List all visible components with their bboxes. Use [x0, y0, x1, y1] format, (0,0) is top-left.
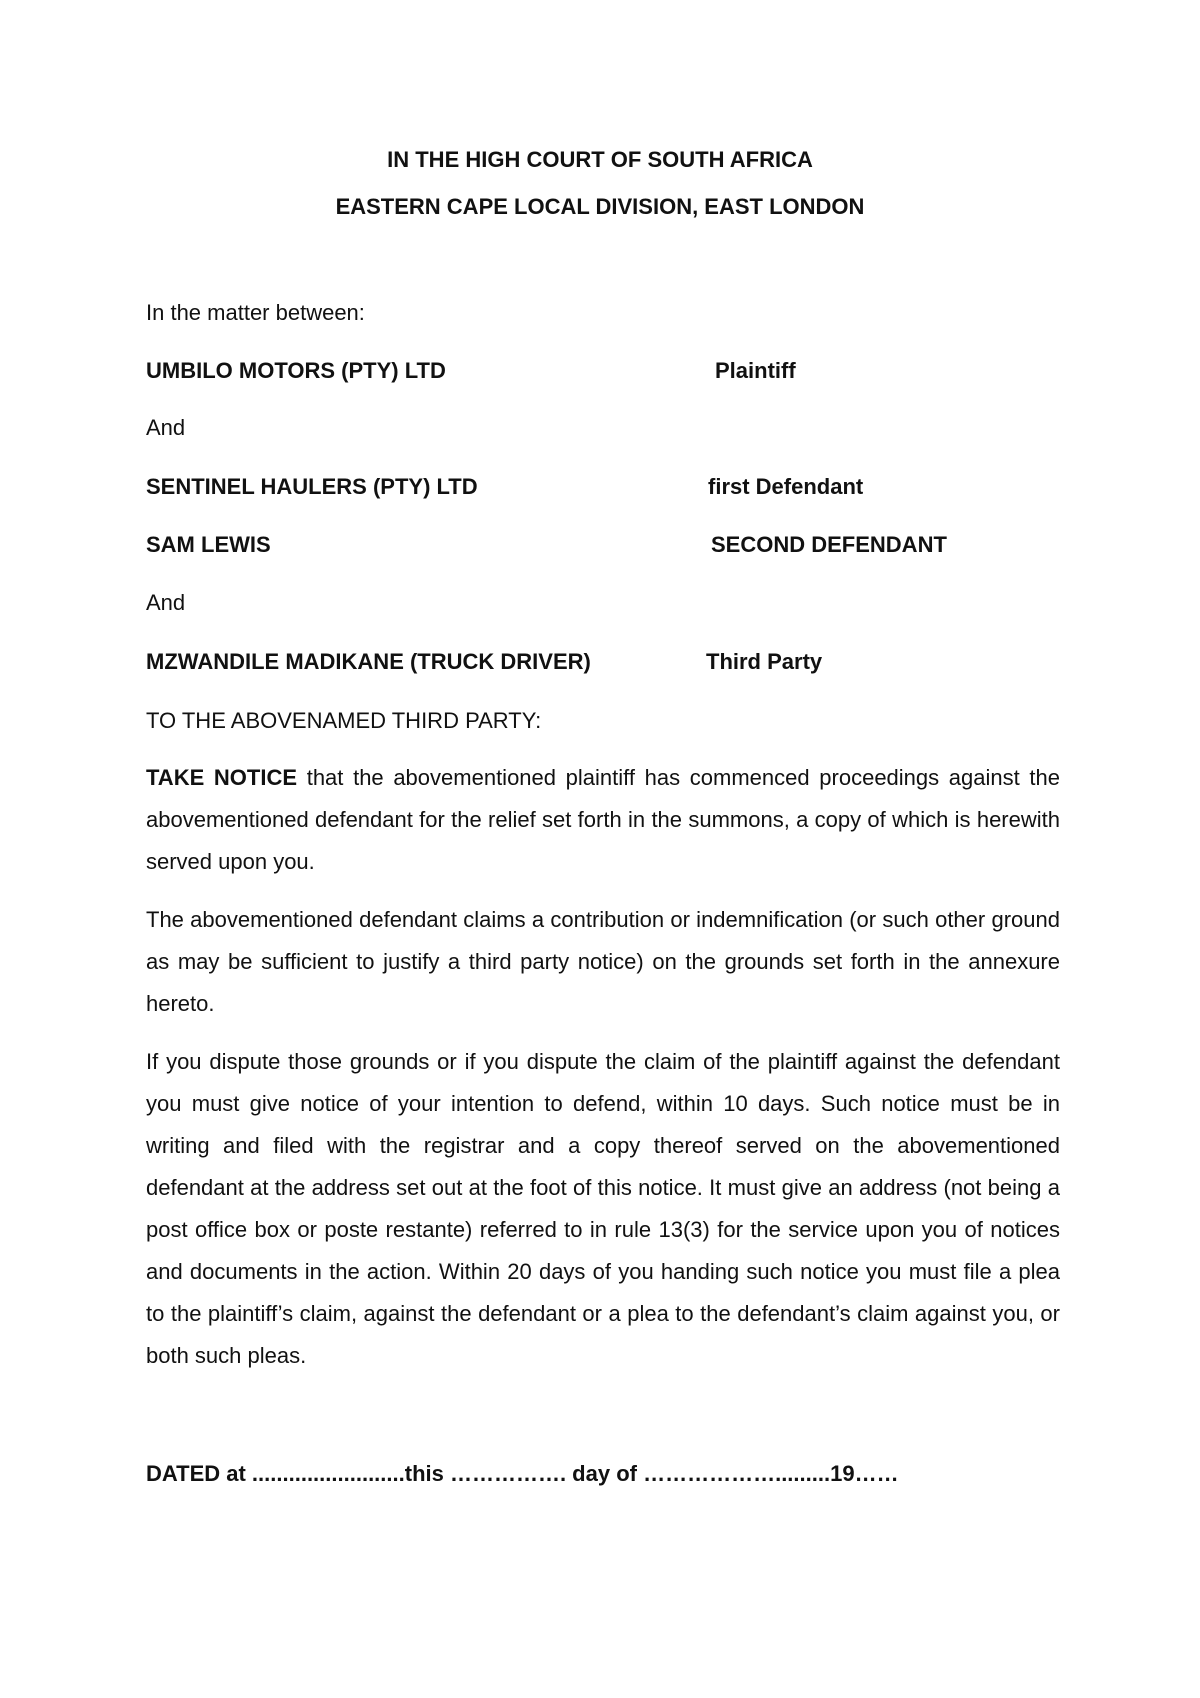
plaintiff-name: UMBILO MOTORS (PTY) LTD — [146, 358, 446, 383]
party-connector: And — [146, 415, 186, 440]
matter-intro: In the matter between: — [146, 300, 365, 325]
third-party-name: MZWANDILE MADIKANE (TRUCK DRIVER) — [146, 649, 591, 674]
dated-line: DATED at .........................this ……………. day of ……………….........19…… — [146, 1461, 899, 1486]
second-defendant-role: SECOND DEFENDANT — [711, 532, 947, 557]
addressee: TO THE ABOVENAMED THIRD PARTY: — [146, 708, 542, 733]
court-heading: IN THE HIGH COURT OF SOUTH AFRICA — [387, 147, 813, 172]
notice-paragraph-1 — [146, 757, 1060, 883]
party-connector: And — [146, 590, 186, 615]
division-heading: EASTERN CAPE LOCAL DIVISION, EAST LONDON — [335, 194, 865, 219]
plaintiff-role: Plaintiff — [715, 358, 796, 383]
take-notice-lead: TAKE NOTICE — [146, 765, 298, 790]
first-defendant-role: first Defendant — [708, 474, 864, 499]
first-defendant-name: SENTINEL HAULERS (PTY) LTD — [146, 474, 478, 499]
second-defendant-name: SAM LEWIS — [146, 532, 271, 557]
third-party-role: Third Party — [706, 649, 823, 674]
notice-paragraph-2: The abovementioned defendant claims a contribution or indemnification (or such other ground as may be sufficient to justify a third party notice) on the grounds set forth in the annexure hereto. — [146, 907, 1060, 1016]
notice-paragraph-3: If you dispute those grounds or if you dispute the claim of the plaintiff against the defendant you must give notice of your intention to defend, within 10 days. Such notice must be in writing and filed with the registrar and a copy thereof served on the abovementioned defendant at the address set out at the foot of this notice. It must give an address (not being a post office box or poste restante) referred to in rule 13(3) for the service upon you of notices and documents in the action. Within 20 days of you handing such notice you must file a plea to the plaintiff’s claim, against the defendant or a plea to the defendant’s claim against you, or both such pleas. — [146, 1049, 1060, 1368]
paragraph-text: that the abovementioned plaintiff has commenced proceedings against the abovementioned defendant for the relief set forth in the summons, a copy of which is herewith served upon you. — [146, 765, 1061, 874]
